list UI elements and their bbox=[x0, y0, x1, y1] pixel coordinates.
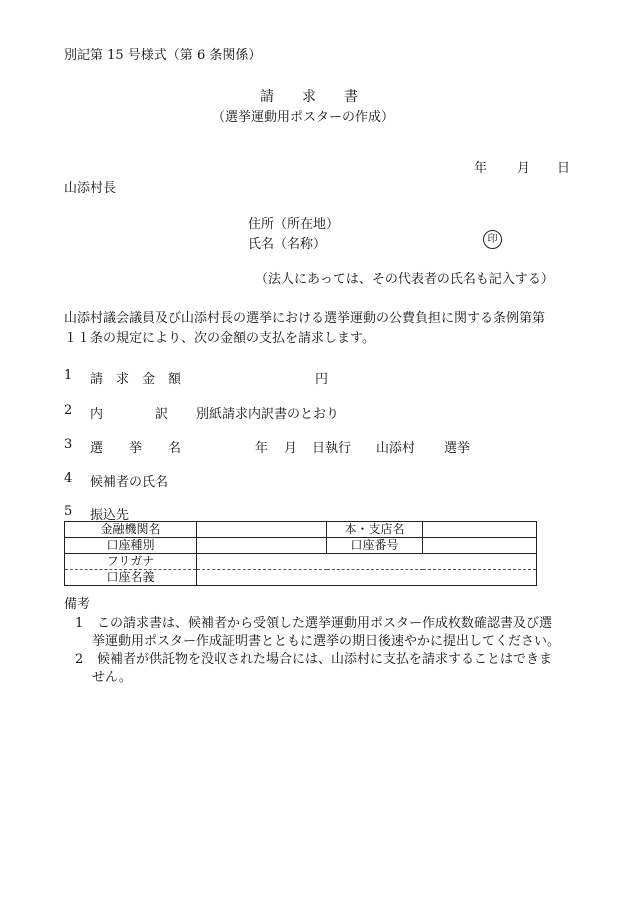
table-row bbox=[65, 538, 537, 554]
bank-name-cell bbox=[197, 522, 327, 538]
bank-account-table bbox=[64, 521, 537, 586]
document-subtitle: （選挙運動用ポスターの作成） bbox=[212, 110, 395, 125]
name-label: 氏名（名称） bbox=[248, 237, 327, 252]
account-type-label: 口座種別 bbox=[65, 538, 197, 554]
table-row bbox=[65, 570, 537, 586]
item-1-unit: 円 bbox=[315, 372, 329, 387]
furigana-label: フリガナ bbox=[65, 554, 197, 570]
item-2-number: 2 bbox=[64, 403, 73, 418]
item-3-village: 山添村 bbox=[376, 441, 416, 456]
account-number-cell bbox=[423, 538, 537, 554]
body-text-line1: 山添村議会議員及び山添村長の選挙における選挙運動の公費負担に関する条例第第 bbox=[64, 311, 546, 326]
account-holder-cell bbox=[197, 570, 537, 586]
note-2-line1: 2 候補者が供託物を没収された場合には、山添村に支払を請求することはできま bbox=[75, 652, 553, 667]
item-4-number: 4 bbox=[64, 471, 73, 486]
note-2-number: 2 bbox=[75, 652, 84, 667]
account-type-cell bbox=[197, 538, 327, 554]
document-title: 請 求 書 bbox=[260, 89, 358, 105]
date-day: 日 bbox=[557, 161, 571, 176]
item-4-label: 候補者の氏名 bbox=[90, 475, 169, 490]
account-holder-label: 口座名義 bbox=[65, 570, 197, 586]
item-3-label: 選 挙 名 bbox=[90, 441, 182, 456]
item-3-day-exec: 日執行 bbox=[312, 441, 352, 456]
item-5-label: 振込先 bbox=[90, 508, 130, 523]
branch-label: 本・支店名 bbox=[327, 522, 423, 538]
note-1-line2: 挙運動用ポスター作成証明書とともに選挙の期日後速やかに提出してください。 bbox=[92, 634, 561, 649]
item-3-year: 年 bbox=[255, 441, 269, 456]
branch-cell bbox=[423, 522, 537, 538]
item-2-value: 別紙請求内訳書のとおり bbox=[196, 407, 340, 422]
item-1-label: 請 求 金 額 bbox=[90, 372, 182, 387]
notes-heading: 備考 bbox=[64, 597, 91, 612]
item-5-number: 5 bbox=[64, 504, 73, 519]
addressee: 山添村長 bbox=[64, 181, 117, 196]
item-2-label: 内 訳 bbox=[90, 407, 169, 422]
item-3-election: 選挙 bbox=[444, 441, 471, 456]
account-number-label: 口座番号 bbox=[327, 538, 423, 554]
item-3-number: 3 bbox=[64, 437, 73, 452]
note-2-line2: せん。 bbox=[92, 670, 132, 685]
corporate-note: （法人にあっては、その代表者の氏名も記入する） bbox=[255, 272, 554, 287]
note-1-number: 1 bbox=[75, 616, 84, 631]
form-reference: 別記第 15 号様式（第 6 条関係） bbox=[64, 48, 262, 63]
note-1-line1: 1 この請求書は、候補者から受領した選挙運動用ポスター作成枚数確認書及び選 bbox=[75, 616, 553, 631]
table-row bbox=[65, 522, 537, 538]
body-text-line2: １１条の規定により、次の金額の支払を請求します。 bbox=[64, 331, 375, 346]
date-month: 月 bbox=[517, 161, 531, 176]
item-3-month: 月 bbox=[284, 441, 298, 456]
furigana-cell bbox=[197, 554, 537, 570]
bank-name-label: 金融機関名 bbox=[65, 522, 197, 538]
seal-mark: 印 bbox=[483, 230, 502, 249]
address-label: 住所（所在地） bbox=[248, 217, 340, 232]
item-1-number: 1 bbox=[64, 368, 73, 383]
date-year: 年 bbox=[474, 161, 488, 176]
table-row bbox=[65, 554, 537, 570]
